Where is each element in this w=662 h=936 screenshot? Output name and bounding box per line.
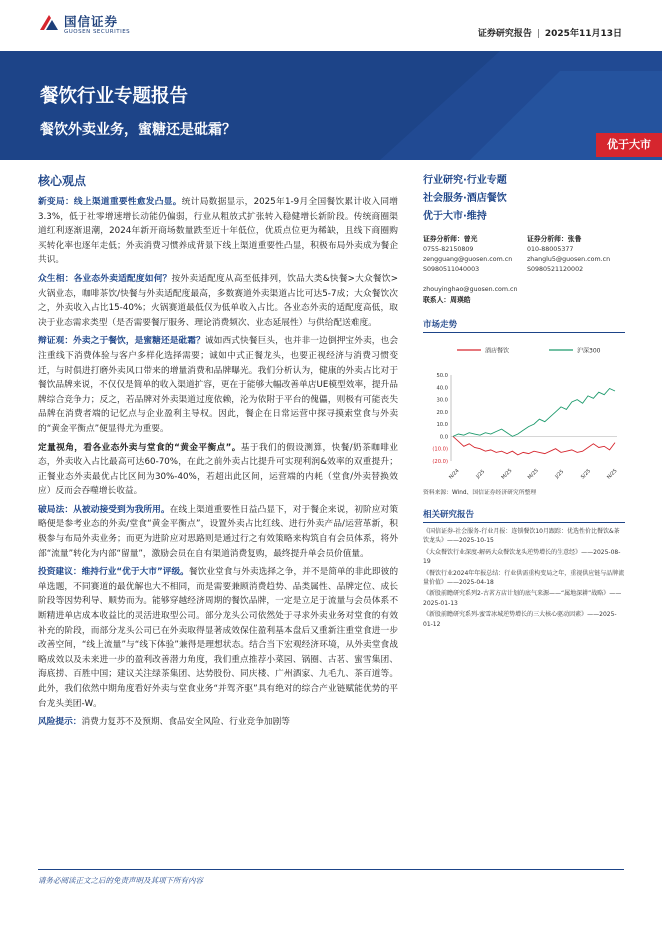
y-tick-label: 20.0 <box>436 409 448 416</box>
para-dialectic: 辩证观：外卖之于餐饮，是蜜糖还是砒霜？诚如西式快餐巨头，也并非一边倒押宝外卖，也会注重线下消费体验与客户多样化选择需要；诚如中式正餐龙头，也要正视经济与消费习惯变迁，与时俱进打磨外卖风口带来的增量消费和品牌曝光。我们分析认为，健康的外卖占比对于餐饮品牌来说，不仅仅是简单的收入渠道扩容，更在于能够大幅改善单店UE模型效率，提升品牌综合竞争力；反之，若品牌对外卖渠道过度依赖，沦为依附于平台的傀儡，则极有可能丧失品牌在消费者端的记忆点与企业盈利主导权。因此，餐企在日常运营中探寻摸索堂食与外卖的“黄金平衡点”便显得尤为重要。 <box>38 336 399 434</box>
core-views <box>38 172 398 734</box>
section-title-core: 核心观点 <box>38 174 87 188</box>
market-trend-title: 市场走势 <box>423 318 625 333</box>
y-tick-label: 0.0 <box>439 434 448 441</box>
y-tick-label: 40.0 <box>436 385 448 392</box>
category-industry: 行业研究·行业专题 <box>423 175 507 186</box>
report-title: 餐饮行业专题报告 <box>40 86 189 107</box>
related-report-item[interactable]: 《国信证券-社会服务-行业月报：连锁餐饮10月跟踪：优选性价比餐饮&茶饮龙头》——2025-10-15 <box>423 528 620 545</box>
top-bar <box>0 0 662 46</box>
contact-person: 联系人：周瑛皓 <box>423 296 471 304</box>
analyst-2: 证券分析师：张鲁 010-88005377 zhanglu5@guosen.com.cn S0980521120002 <box>527 235 611 273</box>
related-report-item[interactable]: 《新股前瞻研究系列-蜜雪冰城逆势增长的三大核心驱动因素》——2025-01-12 <box>423 611 617 628</box>
guosen-logo-icon <box>38 12 60 34</box>
related-report-item[interactable]: 《大众餐饮行业深度-解码大众餐饮龙头逆势增长的生意经》——2025-08-19 <box>423 548 621 566</box>
related-reports <box>423 527 625 629</box>
para-new-landscape: 新变局：线上渠道重要性愈发凸显。统计局数据显示，2025年1-9月全国餐饮累计收入同增3.3%，低于社零增速增长动能仍偏弱，行业从粗放式扩张转入稳健增长新阶段。传统商圈渠道红利逐渐退潮，2024年新开商场数量跌至近十年低位，优质点位更为稀缺，且线下商圈购买转化率也逐年走低；外卖消费习惯养成背景下线上渠道重要性凸显，积极布局外卖成为餐企共识。 <box>38 197 398 266</box>
logo-text-en: GUOSEN SECURITIES <box>64 29 131 35</box>
title-banner <box>0 51 662 160</box>
para-risk: 风险提示：消费力复苏不及预期、食品安全风险、行业竞争加剧等 <box>38 717 290 728</box>
related-title: 相关研究报告 <box>423 508 625 523</box>
report-date: 2025年11月13日 <box>544 29 622 39</box>
trend-chart-svg <box>423 333 625 485</box>
analyst-1: 证券分析师：曾光 0755-82150809 zengguang@guosen.com.cn S0980511040003 <box>423 235 513 273</box>
x-tick-label: N/25 <box>606 468 619 481</box>
report-meta: 证券研究报告 | 2025年11月13日 <box>477 29 622 39</box>
para-breakthrough: 破局法：从被动接受到为我所用。在线上渠道重要性日益凸显下，对于餐企来说，初阶应对策略便是参考业态的外卖/堂食“黄金平衡点”，设置外卖占比红线、进行外卖产品/运营革新，积极参与布局外卖业务；而更为进阶应对思路则是通过行之有效策略来构筑自有会员体系，将外部“流量”转化为内部“留量”，激励会员在自有渠道消费复购，最终提升单会员价值量。 <box>38 504 399 559</box>
rating-badge: 优于大市 <box>596 133 662 157</box>
analyst-info <box>423 234 625 275</box>
logo-text-cn: 国信证券 <box>64 14 119 29</box>
x-tick-label: M/25 <box>500 467 514 481</box>
para-quantitative: 定量视角，看各业态外卖与堂食的“黄金平衡点”。基于我们的假设测算，快餐/奶茶咖啡业态，外卖收入占比最高可达60-70%，在此之前外卖占比提升可实现利润&效率的双重提升；正餐业态外卖最优占比区间为30%-40%，若超出此区间，运营端的内耗（堂食/外卖替换效应）反而会吞噬增长收益。 <box>38 442 398 497</box>
x-tick-label: J/25 <box>475 468 487 480</box>
series-line <box>453 436 615 455</box>
x-tick-label: N/24 <box>448 468 461 481</box>
logo <box>38 12 158 40</box>
y-tick-label: 10.0 <box>436 422 448 429</box>
related-report-item[interactable]: 《新股前瞻研究系列2-古茗方店计划的底气来源——“属地深耕”战略》——2025-01-13 <box>423 590 622 607</box>
contact-email: zhouyinghao@guosen.com.cn <box>423 286 518 293</box>
category-rating: 优于大市·维持 <box>423 211 487 222</box>
legend-label: 酒店餐饮 <box>485 347 510 355</box>
x-tick-label: J/25 <box>554 468 566 480</box>
market-trend-chart <box>423 333 625 485</box>
x-tick-label: S/25 <box>579 468 593 481</box>
x-tick-label: M/25 <box>526 467 540 481</box>
para-investment-advice: 投资建议：维持行业“优于大市”评级。餐饮业堂食与外卖选择之争，并不是简单的非此即彼的单选题，不同赛道的最优解也大不相同，而是需要兼顾消费趋势、品类属性、品牌定位、成长阶段等因势利导、顺势而为。能够穿越经济周期的餐饮品牌，一定是立足于流量与会员体系不断精进单店成本收益比的灵活进取型公司。部分龙头公司依然处于寻求外卖业务对堂食的有效补充的阶段，而部分龙头公司已在外卖取得显著成效保住盈利基本盘后又重新注重堂食进一步改善空间，“线上流量”与“线下体验”兼得是理想状态。结合当下宏观经济环境，从外卖堂食战略成效以及未来进一步的盈利改善潜力角度，我们重点推荐小菜园、锅圈、古茗、蜜雪集团、海底捞、百胜中国；建议关注绿茶集团、达势股份、同庆楼、广州酒家、九毛九、茶百道等。此外，我们依然中期角度看好外卖与堂食业务“并驾齐驱”具有绝对的综合产业链赋能优势的平台龙头美团-W。 <box>38 567 399 709</box>
series-line <box>453 389 615 437</box>
category-sector: 社会服务·酒店餐饮 <box>423 193 507 204</box>
para-format-fit: 众生相：各业态外卖适配度如何？按外卖适配度从高至低排列，饮品大类&快餐>大众餐饮>火锅业态，咖啡茶饮/快餐与外卖适配度最高，多数赛道外卖渠道占比可达5-7成；大众餐饮次之，外卖收入占比15-40%；火锅赛道最低仅为低单收入占比。各业态外卖的适配度高低，取决于业态需求类型（是否需要餐厅服务、理论消费频次、业态延展性）与供给配送难度。 <box>38 273 398 328</box>
y-tick-label: 30.0 <box>436 397 448 404</box>
chart-source: 资料来源：Wind、国信证券经济研究所整理 <box>423 490 537 496</box>
footer-disclaimer: 请务必阅读正文之后的免责声明及其项下所有内容 <box>38 876 203 885</box>
report-type: 证券研究报告 <box>477 29 532 39</box>
y-tick-label: 50.0 <box>436 373 448 379</box>
side-panel <box>423 172 625 631</box>
related-report-item[interactable]: 《餐饮行业2024年年报总结：行业供需重构变局之年，重视供应链与品牌流量价值》——2025-04-18 <box>423 569 625 587</box>
y-tick-label: (10.0) <box>432 446 448 453</box>
footer-divider <box>38 869 624 870</box>
legend-label: 沪深300 <box>577 347 601 355</box>
report-subtitle: 餐饮外卖业务，蜜糖还是砒霜？ <box>40 122 236 138</box>
y-tick-label: (20.0) <box>432 459 448 465</box>
